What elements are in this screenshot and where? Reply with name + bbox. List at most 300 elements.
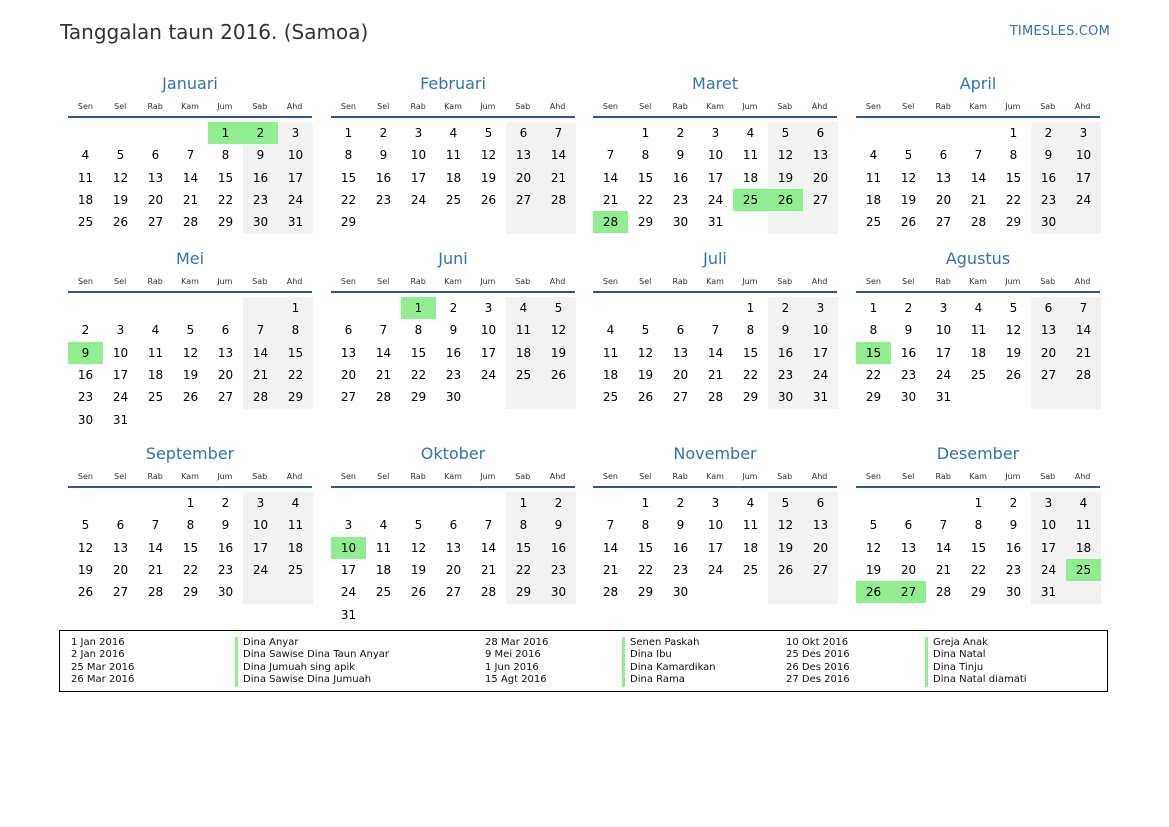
- holiday-list: [59, 630, 1108, 692]
- day-cell: 1: [291, 301, 300, 315]
- weekday-label: Rab: [410, 277, 426, 286]
- day-cell: 1: [519, 496, 528, 510]
- day-cell: 5: [1009, 301, 1018, 315]
- day-cell: 1: [344, 126, 353, 140]
- day-cell: 16: [672, 540, 689, 555]
- weekday-label: Jum: [480, 277, 496, 286]
- holiday-date: 25 Mar 2016: [71, 661, 135, 673]
- day-cell: 18: [77, 192, 94, 207]
- day-cell: 12: [550, 323, 567, 338]
- day-cell: 17: [112, 367, 129, 382]
- day-cell: 12: [182, 345, 199, 360]
- weekday-label: Sel: [639, 277, 652, 286]
- weekday-label: Sel: [902, 102, 915, 111]
- day-cell: 2: [221, 496, 230, 510]
- month-november: [593, 443, 837, 606]
- day-cell: 26: [480, 192, 497, 207]
- weekday-label: Jum: [742, 472, 758, 481]
- day-cell: 3: [256, 496, 265, 510]
- day-cell: 15: [182, 540, 199, 555]
- weekday-label: Ahd: [1074, 102, 1091, 111]
- weekday-label: Sel: [377, 472, 390, 481]
- day-cell: 7: [484, 518, 493, 533]
- day-cell: 18: [742, 170, 759, 185]
- weekday-label: Jum: [217, 277, 233, 286]
- day-cell: 21: [602, 192, 619, 207]
- day-cell: 4: [1079, 496, 1088, 510]
- weekday-label: Jum: [1005, 102, 1021, 111]
- day-cell: 19: [777, 170, 794, 185]
- weekday-label: Sab: [252, 472, 268, 481]
- weekday-header: [593, 98, 837, 118]
- day-cell: 20: [1040, 345, 1057, 360]
- weekday-header: [593, 468, 837, 488]
- holiday-day-cell: 25: [1066, 559, 1101, 581]
- day-cell: 2: [449, 301, 458, 315]
- day-cell: 3: [711, 496, 720, 510]
- day-cell: 29: [287, 390, 304, 405]
- day-cell: 15: [637, 170, 654, 185]
- day-cell: 4: [519, 301, 528, 315]
- day-cell: 8: [519, 518, 528, 533]
- day-cell: 20: [900, 562, 917, 577]
- day-cell: 17: [707, 170, 724, 185]
- day-cell: 12: [480, 148, 497, 163]
- holiday-day-cell: 26: [768, 189, 803, 211]
- day-cell: 4: [151, 323, 160, 338]
- day-cell: 30: [217, 585, 234, 600]
- day-cell: 12: [865, 540, 882, 555]
- day-cell: 13: [112, 540, 129, 555]
- day-cell: 13: [900, 540, 917, 555]
- weekday-label: Jum: [1005, 277, 1021, 286]
- day-cell: 4: [81, 148, 90, 163]
- weekday-header: [856, 98, 1100, 118]
- day-cell: 9: [676, 148, 685, 163]
- weekday-label: Ahd: [286, 277, 303, 286]
- day-cell: 20: [935, 192, 952, 207]
- day-cell: 27: [147, 215, 164, 230]
- day-cell: 28: [147, 585, 164, 600]
- day-cell: 9: [379, 148, 388, 163]
- day-cell: 4: [746, 496, 755, 510]
- day-cell: 22: [515, 562, 532, 577]
- day-cell: 20: [445, 562, 462, 577]
- day-cell: 14: [1075, 323, 1092, 338]
- day-cell: 19: [410, 562, 427, 577]
- day-cell: 4: [606, 323, 615, 338]
- day-cell: 18: [865, 192, 882, 207]
- weekday-label: Sen: [340, 102, 356, 111]
- weekday-label: Ahd: [811, 472, 828, 481]
- day-cell: 8: [186, 518, 195, 533]
- weekday-label: Sab: [515, 472, 531, 481]
- day-cell: 17: [707, 540, 724, 555]
- day-cell: 24: [287, 192, 304, 207]
- day-cell: 12: [1005, 323, 1022, 338]
- day-cell: 13: [672, 345, 689, 360]
- weekday-label: Kam: [444, 472, 462, 481]
- day-cell: 11: [287, 518, 304, 533]
- weekday-header: [331, 98, 575, 118]
- day-cell: 3: [344, 518, 353, 533]
- day-cell: 25: [515, 367, 532, 382]
- day-cell: 23: [550, 562, 567, 577]
- day-cell: 15: [515, 540, 532, 555]
- day-cell: 17: [480, 345, 497, 360]
- weekday-label: Kam: [181, 102, 199, 111]
- weekday-label: Jum: [217, 102, 233, 111]
- day-cell: 11: [77, 170, 94, 185]
- day-cell: 11: [515, 323, 532, 338]
- day-cell: 1: [186, 496, 195, 510]
- day-cell: 16: [77, 367, 94, 382]
- holiday-name: Senen Paskah: [622, 637, 700, 650]
- day-cell: 16: [900, 345, 917, 360]
- day-cell: 15: [217, 170, 234, 185]
- day-cell: 6: [221, 323, 230, 338]
- day-cell: 6: [676, 323, 685, 338]
- weekday-label: Sab: [777, 102, 793, 111]
- day-cell: 28: [602, 585, 619, 600]
- day-cell: 16: [1005, 540, 1022, 555]
- day-cell: 26: [550, 367, 567, 382]
- day-cell: 6: [1044, 301, 1053, 315]
- holiday-name: Dina Tinju: [925, 662, 983, 675]
- day-cell: 30: [1040, 215, 1057, 230]
- day-cell: 20: [812, 540, 829, 555]
- holiday-date: 2 Jan 2016: [71, 649, 125, 661]
- day-cell: 24: [252, 562, 269, 577]
- day-cell: 9: [256, 148, 265, 163]
- day-cell: 24: [707, 562, 724, 577]
- day-cell: 11: [602, 345, 619, 360]
- holiday-date: 25 Des 2016: [786, 649, 850, 661]
- weekday-label: Rab: [672, 472, 688, 481]
- weekday-label: Sen: [865, 277, 881, 286]
- weekday-label: Sen: [602, 102, 618, 111]
- day-cell: 18: [742, 540, 759, 555]
- month-september: [68, 443, 312, 606]
- holiday-name: Dina Natal: [925, 649, 986, 662]
- day-cell: 17: [935, 345, 952, 360]
- day-cell: 14: [707, 345, 724, 360]
- weekday-label: Sab: [515, 277, 531, 286]
- day-cell: 10: [812, 323, 829, 338]
- holiday-name: Dina Kamardikan: [622, 662, 716, 675]
- day-cell: 4: [379, 518, 388, 533]
- day-cell: 17: [252, 540, 269, 555]
- month-maret: [593, 73, 837, 236]
- day-cell: 14: [147, 540, 164, 555]
- day-cell: 31: [1040, 585, 1057, 600]
- day-cell: 27: [515, 192, 532, 207]
- month-name: Agustus: [945, 249, 1011, 268]
- day-cell: 10: [707, 148, 724, 163]
- day-cell: 13: [445, 540, 462, 555]
- month-name: September: [145, 444, 235, 463]
- day-cell: 12: [410, 540, 427, 555]
- weekday-label: Sen: [77, 472, 93, 481]
- weekday-label: Sel: [902, 472, 915, 481]
- day-cell: 6: [449, 518, 458, 533]
- day-cell: 22: [1005, 192, 1022, 207]
- day-cell: 5: [869, 518, 878, 533]
- day-cell: 21: [550, 170, 567, 185]
- day-cell: 21: [375, 367, 392, 382]
- month-juni: [331, 248, 575, 411]
- day-cell: 1: [1009, 126, 1018, 140]
- day-cell: 4: [291, 496, 300, 510]
- day-cell: 5: [904, 148, 913, 163]
- holiday-day-cell: 25: [733, 189, 768, 211]
- day-cell: 7: [606, 518, 615, 533]
- day-cell: 24: [707, 192, 724, 207]
- day-cell: 27: [112, 585, 129, 600]
- day-grid: [68, 492, 312, 606]
- day-cell: 30: [672, 585, 689, 600]
- day-cell: 11: [742, 148, 759, 163]
- weekday-label: Sab: [1040, 277, 1056, 286]
- day-cell: 31: [340, 607, 357, 622]
- day-cell: 26: [900, 215, 917, 230]
- day-cell: 8: [1009, 148, 1018, 163]
- day-cell: 19: [480, 170, 497, 185]
- site-logo-text[interactable]: TIMESLES.COM: [1009, 24, 1110, 39]
- weekday-label: Sel: [114, 102, 127, 111]
- day-cell: 31: [287, 215, 304, 230]
- day-cell: 6: [151, 148, 160, 163]
- day-cell: 14: [935, 540, 952, 555]
- day-cell: 20: [812, 170, 829, 185]
- day-cell: 19: [900, 192, 917, 207]
- day-cell: 20: [217, 367, 234, 382]
- day-cell: 14: [602, 540, 619, 555]
- holiday-day-cell: 1: [401, 297, 436, 319]
- day-grid: [68, 122, 312, 236]
- day-cell: 23: [777, 367, 794, 382]
- day-cell: 18: [970, 345, 987, 360]
- day-cell: 28: [1075, 367, 1092, 382]
- day-cell: 22: [637, 562, 654, 577]
- weekday-header: [68, 273, 312, 293]
- day-cell: 28: [182, 215, 199, 230]
- day-grid: [68, 297, 312, 427]
- weekday-label: Kam: [969, 472, 987, 481]
- day-cell: 12: [637, 345, 654, 360]
- day-cell: 18: [445, 170, 462, 185]
- day-cell: 28: [707, 390, 724, 405]
- holiday-day-cell: 27: [891, 581, 926, 603]
- day-cell: 1: [641, 126, 650, 140]
- day-cell: 16: [252, 170, 269, 185]
- day-cell: 20: [672, 367, 689, 382]
- day-cell: 15: [637, 540, 654, 555]
- day-cell: 8: [869, 323, 878, 338]
- day-cell: 14: [550, 148, 567, 163]
- day-cell: 7: [151, 518, 160, 533]
- weekday-label: Kam: [969, 277, 987, 286]
- day-cell: 31: [707, 215, 724, 230]
- weekday-label: Ahd: [811, 102, 828, 111]
- weekday-label: Rab: [410, 472, 426, 481]
- weekday-label: Kam: [969, 102, 987, 111]
- day-cell: 27: [1040, 367, 1057, 382]
- weekday-header: [856, 273, 1100, 293]
- day-cell: 15: [340, 170, 357, 185]
- day-cell: 18: [287, 540, 304, 555]
- holiday-day-cell: 26: [856, 581, 891, 603]
- day-cell: 7: [606, 148, 615, 163]
- day-cell: 9: [221, 518, 230, 533]
- day-cell: 19: [637, 367, 654, 382]
- day-cell: 13: [935, 170, 952, 185]
- day-cell: 10: [1040, 518, 1057, 533]
- day-cell: 22: [217, 192, 234, 207]
- month-name: November: [673, 444, 757, 463]
- day-cell: 30: [777, 390, 794, 405]
- day-grid: [331, 492, 575, 622]
- day-cell: 14: [182, 170, 199, 185]
- day-cell: 20: [147, 192, 164, 207]
- day-cell: 25: [77, 215, 94, 230]
- month-agustus: [856, 248, 1100, 411]
- day-cell: 29: [217, 215, 234, 230]
- day-cell: 15: [742, 345, 759, 360]
- day-cell: 31: [112, 412, 129, 427]
- day-cell: 5: [554, 301, 563, 315]
- weekday-label: Sen: [865, 472, 881, 481]
- holiday-date: 27 Des 2016: [786, 674, 850, 686]
- day-cell: 23: [1040, 192, 1057, 207]
- weekday-label: Rab: [935, 102, 951, 111]
- month-desember: [856, 443, 1100, 606]
- day-cell: 20: [340, 367, 357, 382]
- day-cell: 31: [812, 390, 829, 405]
- day-cell: 11: [147, 345, 164, 360]
- weekday-label: Rab: [935, 277, 951, 286]
- day-cell: 28: [935, 585, 952, 600]
- day-cell: 11: [742, 518, 759, 533]
- day-cell: 23: [672, 562, 689, 577]
- day-cell: 9: [554, 518, 563, 533]
- day-cell: 14: [375, 345, 392, 360]
- day-cell: 8: [344, 148, 353, 163]
- month-name: Februari: [420, 74, 486, 93]
- holiday-name: Dina Sawise Dina Jumuah: [235, 674, 371, 687]
- day-cell: 23: [1005, 562, 1022, 577]
- holiday-day-cell: 1: [208, 122, 243, 144]
- day-cell: 6: [939, 148, 948, 163]
- holiday-name: Dina Sawise Dina Taun Anyar: [235, 649, 389, 662]
- day-cell: 21: [707, 367, 724, 382]
- day-cell: 24: [1040, 562, 1057, 577]
- day-cell: 27: [672, 390, 689, 405]
- day-cell: 18: [147, 367, 164, 382]
- holiday-name: Dina Ibu: [622, 649, 672, 662]
- day-cell: 19: [865, 562, 882, 577]
- weekday-label: Sen: [602, 277, 618, 286]
- day-cell: 30: [1005, 585, 1022, 600]
- weekday-label: Kam: [444, 102, 462, 111]
- day-cell: 16: [445, 345, 462, 360]
- day-cell: 15: [970, 540, 987, 555]
- day-cell: 15: [287, 345, 304, 360]
- day-cell: 27: [812, 192, 829, 207]
- day-cell: 13: [515, 148, 532, 163]
- day-cell: 18: [515, 345, 532, 360]
- holiday-day-cell: 15: [856, 342, 891, 364]
- day-cell: 8: [221, 148, 230, 163]
- weekday-label: Jum: [742, 277, 758, 286]
- day-cell: 1: [974, 496, 983, 510]
- day-cell: 12: [777, 148, 794, 163]
- month-februari: [331, 73, 575, 236]
- weekday-label: Sab: [252, 102, 268, 111]
- day-cell: 3: [1044, 496, 1053, 510]
- weekday-label: Sel: [639, 472, 652, 481]
- day-cell: 26: [1005, 367, 1022, 382]
- day-cell: 29: [1005, 215, 1022, 230]
- day-cell: 5: [414, 518, 423, 533]
- holiday-day-cell: 28: [593, 211, 628, 233]
- day-cell: 21: [147, 562, 164, 577]
- day-cell: 15: [410, 345, 427, 360]
- day-cell: 23: [252, 192, 269, 207]
- weekday-header: [68, 98, 312, 118]
- weekday-label: Sel: [114, 472, 127, 481]
- day-cell: 23: [77, 390, 94, 405]
- day-cell: 31: [935, 390, 952, 405]
- day-cell: 2: [81, 323, 90, 338]
- day-cell: 22: [742, 367, 759, 382]
- day-cell: 5: [81, 518, 90, 533]
- day-cell: 18: [602, 367, 619, 382]
- day-cell: 26: [410, 585, 427, 600]
- weekday-label: Sel: [114, 277, 127, 286]
- day-cell: 21: [935, 562, 952, 577]
- day-cell: 24: [812, 367, 829, 382]
- day-cell: 5: [781, 496, 790, 510]
- day-cell: 7: [711, 323, 720, 338]
- day-cell: 19: [112, 192, 129, 207]
- day-grid: [331, 122, 575, 236]
- weekday-label: Ahd: [1074, 277, 1091, 286]
- day-cell: 5: [641, 323, 650, 338]
- day-cell: 23: [217, 562, 234, 577]
- day-cell: 9: [1044, 148, 1053, 163]
- day-cell: 22: [865, 367, 882, 382]
- month-name: Desember: [936, 444, 1020, 463]
- day-cell: 8: [974, 518, 983, 533]
- day-cell: 4: [974, 301, 983, 315]
- month-oktober: [331, 443, 575, 622]
- day-grid: [593, 297, 837, 411]
- holiday-date: 15 Agt 2016: [485, 674, 547, 686]
- day-cell: 20: [112, 562, 129, 577]
- day-cell: 21: [970, 192, 987, 207]
- day-cell: 5: [484, 126, 493, 140]
- day-cell: 17: [812, 345, 829, 360]
- day-cell: 9: [449, 323, 458, 338]
- day-cell: 23: [900, 367, 917, 382]
- holiday-day-cell: 2: [243, 122, 278, 144]
- day-cell: 17: [1075, 170, 1092, 185]
- day-cell: 6: [816, 126, 825, 140]
- day-cell: 2: [1044, 126, 1053, 140]
- day-cell: 9: [676, 518, 685, 533]
- day-grid: [593, 122, 837, 236]
